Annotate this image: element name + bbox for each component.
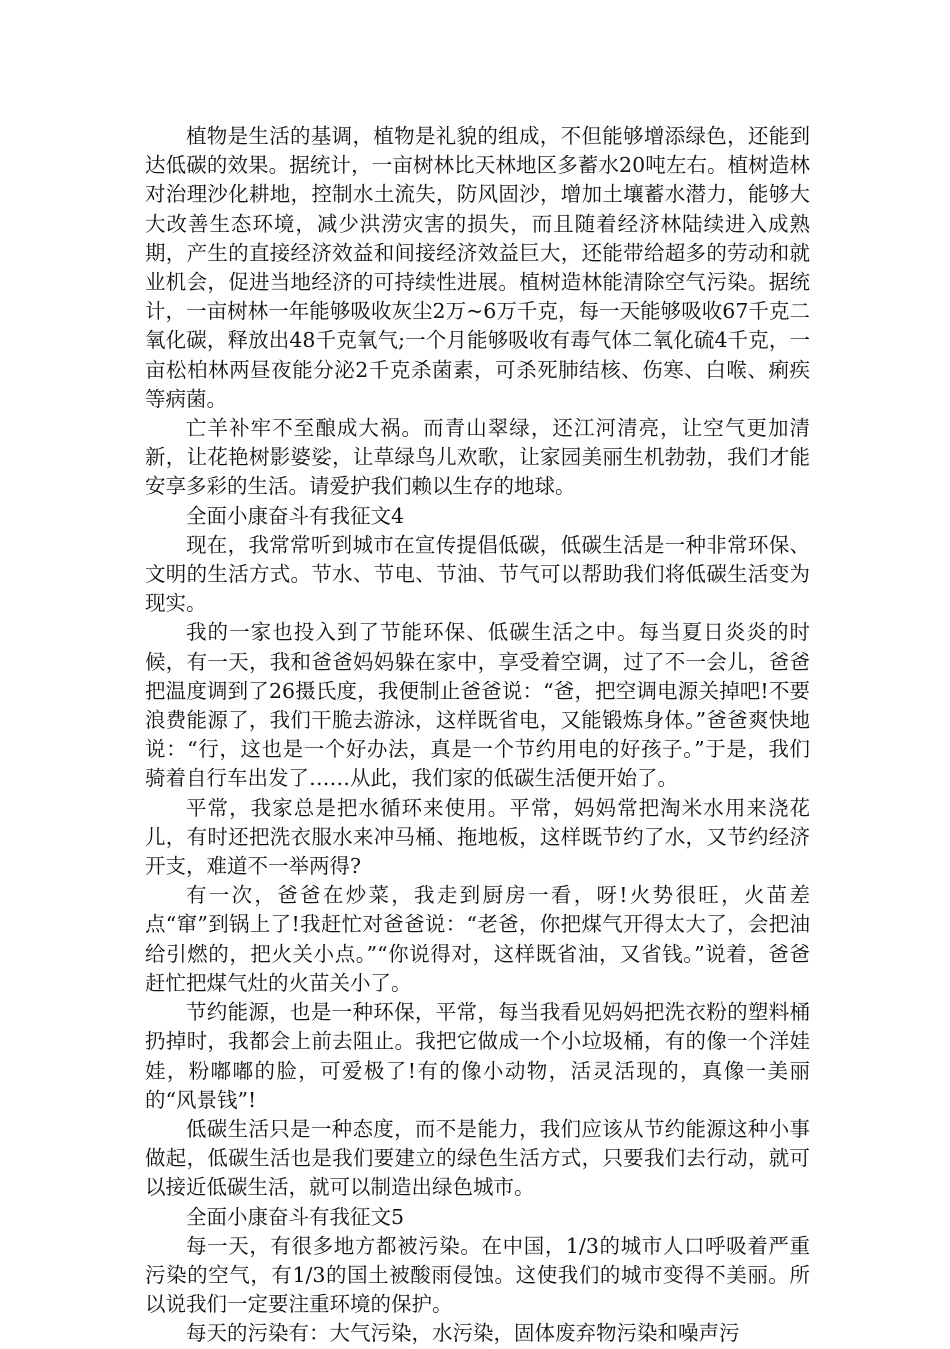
- paragraph-low-carbon-attitude: 低碳生活只是一种态度，而不是能力，我们应该从节约能源这种小事做起，低碳生活也是我们要建立的绿色生活方式，只要我们去行动，就可以接近低碳生活，就可以制造出绿色城市。: [145, 1116, 810, 1200]
- paragraph-water-recycling: 平常，我家总是把水循环来使用。平常，妈妈常把淘米水用来浇花儿，有时还把洗衣服水来冲马桶、拖地板，这样既节约了水，又节约经济开支，难道不一举两得?: [145, 795, 810, 879]
- document-page: [145, 122, 810, 1349]
- paragraph-plastic-bucket: 节约能源，也是一种环保，平常，每当我看见妈妈把洗衣粉的塑料桶扔掉时，我都会上前去阻止。我把它做成一个小垃圾桶，有的像一个洋娃娃，粉嘟嘟的脸，可爱极了!有的像小动物，活灵活现的，真像一美丽的“风景钱”!: [145, 1000, 810, 1112]
- paragraph-low-carbon-intro: 现在，我常常听到城市在宣传提倡低碳，低碳生活是一种非常环保、文明的生活方式。节水、节电、节油、节气可以帮助我们将低碳生活变为现实。: [145, 532, 810, 616]
- essay-heading-4: 全面小康奋斗有我征文4: [186, 503, 405, 528]
- paragraph-plants: 植物是生活的基调，植物是礼貌的组成，不但能够增添绿色，还能到达低碳的效果。据统计，一亩树林比天林地区多蓄水20吨左右。植树造林对治理沙化耕地，控制水土流失，防风固沙，增加土壤蓄水潜力，能够大大改善生态环境，减少洪涝灾害的损失，而且随着经济林陆续进入成熟期，产生的直接经济效益和间接经济效益巨大，还能带给超多的劳动和就业机会，促进当地经济的可持续性进展。植树造林能清除空气污染。据统计，一亩树林一年能够吸收灰尘2万~6万千克，每一天能够吸收67千克二氧化碳，释放出48千克氧气;一个月能够吸收有毒气体二氧化硫4千克，一亩松柏林两昼夜能分泌2千克杀菌素，可杀死肺结核、伤寒、白喉、痢疾等病菌。: [145, 124, 810, 411]
- paragraph-protect-earth: 亡羊补牢不至酿成大祸。而青山翠绿，还江河清亮，让空气更加清新，让花艳树影婆娑，让草绿鸟儿欢歌，让家园美丽生机勃勃，我们才能安享多彩的生活。请爱护我们赖以生存的地球。: [145, 416, 810, 499]
- paragraph-air-conditioner: 我的一家也投入到了节能环保、低碳生活之中。每当夏日炎炎的时候，有一天，我和爸爸妈妈躲在家中，享受着空调，过了不一会儿，爸爸把温度调到了26摄氏度，我便制止爸爸说：“爸，把空调电源关掉吧!不要浪费能源了，我们干脆去游泳，这样既省电，又能锻炼身体。”爸爸爽快地说：“行，这也是一个好办法，真是一个节约用电的好孩子。”于是，我们骑着自行车出发了……从此，我们家的低碳生活便开始了。: [145, 620, 810, 791]
- paragraph-pollution-types: 每天的污染有：大气污染，水污染，固体废弃物污染和噪声污: [186, 1321, 740, 1346]
- paragraph-gas-stove: 有一次，爸爸在炒菜，我走到厨房一看，呀!火势很旺，火苗差点“窜”到锅上了!我赶忙对爸爸说：“老爸，你把煤气开得太大了，会把油给引燃的，把火关小点。”“你说得对，这样既省油，又省钱。”说着，爸爸赶忙把煤气灶的火苗关小了。: [145, 883, 810, 995]
- essay-heading-5: 全面小康奋斗有我征文5: [186, 1204, 405, 1229]
- paragraph-pollution-china: 每一天，有很多地方都被污染。在中国，1/3的城市人口呼吸着严重污染的空气，有1/3的国土被酸雨侵蚀。这使我们的城市变得不美丽。所以说我们一定要注重环境的保护。: [145, 1233, 810, 1317]
